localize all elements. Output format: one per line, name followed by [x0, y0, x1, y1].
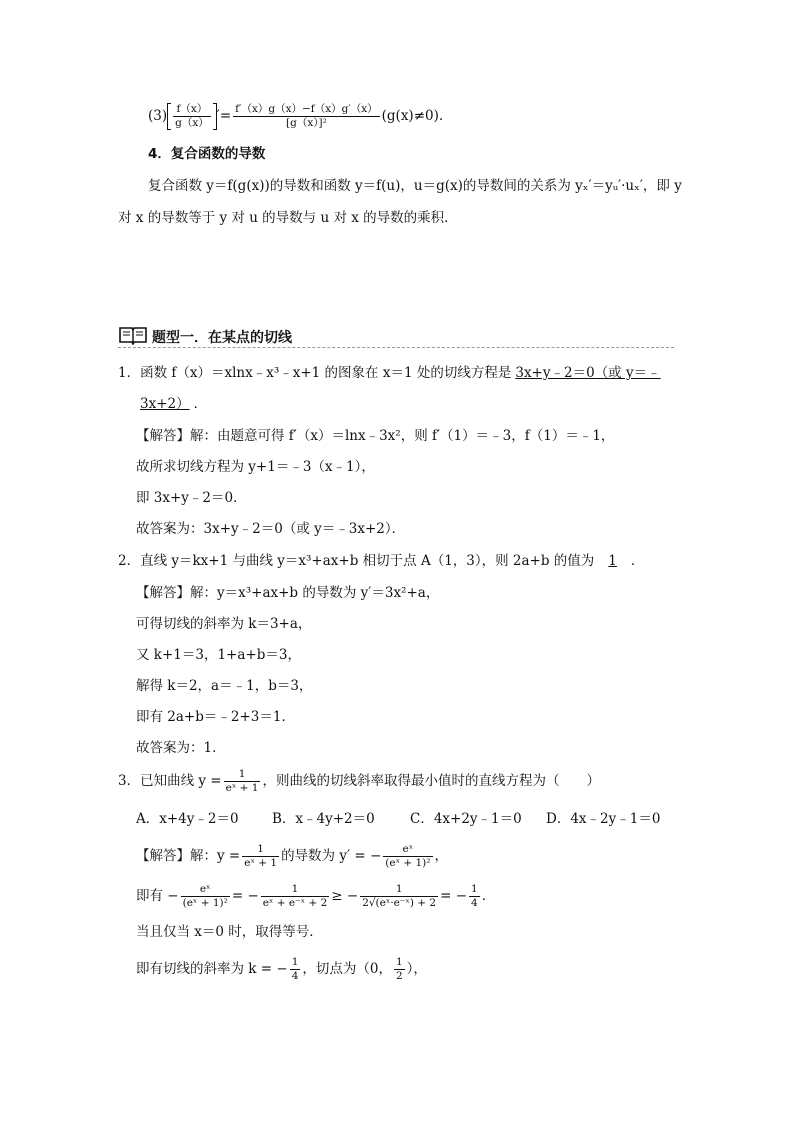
quotient-rule-formula [148, 103, 443, 130]
q3-sol4-f1-num: 1 [291, 956, 299, 968]
formula-rhs-fraction [233, 103, 379, 130]
q3-sol4-text-a: 即有切线的斜率为 k = − [136, 961, 288, 977]
q3-sol4-text-c: ）， [406, 961, 427, 977]
q3-stem-text-a: 3．已知曲线 y = [118, 773, 222, 789]
q3-sol1-f2-den: (eˣ + 1)² [385, 857, 431, 869]
q3-stem-fraction [224, 768, 261, 795]
q3-stem [118, 768, 600, 795]
q1-answer-part2: 3x+2） [140, 396, 190, 412]
q3-sol2-f1-num: eˣ [181, 883, 230, 897]
q3-sol2-eq1: = − [231, 888, 259, 904]
q3-sol4-f1-den: 4 [291, 970, 299, 982]
formula-prefix: (3) [148, 108, 168, 124]
q1-stem-end: ． [193, 396, 208, 412]
section4-title: 4．复合函数的导数 [148, 146, 266, 162]
q3-sol1-text-c: ， [434, 848, 448, 864]
q3-stem-frac-den: eˣ + 1 [225, 782, 259, 794]
q3-sol4-f2-den: 2 [395, 970, 403, 982]
q1-solution-line3: 即 3x+y﹣2＝0． [136, 490, 247, 506]
q1-answer-part1: 3x+y﹣2＝0（或 y＝﹣ [515, 365, 661, 381]
q3-sol1-f1-den: eˣ + 1 [244, 857, 278, 869]
formula-rhs-denominator: [g（x）]² [286, 117, 327, 129]
q3-sol4-text-b: ，切点为（0， [302, 961, 392, 977]
formula-condition: (g(x)≠0). [381, 108, 444, 124]
q3-sol1-fraction1 [242, 843, 279, 870]
q3-sol2-f2-den: eˣ + e⁻ˣ + 2 [262, 897, 328, 909]
section4-para-line2: 对 x 的导数等于 y 对 u 的导数与 u 对 x 的导数的乘积． [118, 210, 458, 226]
q3-sol1-text-a: 【解答】解：y = [136, 848, 241, 864]
q3-choice-b[interactable]: B．x﹣4y+2＝0 [272, 811, 375, 827]
header-title-text: 题型一．在某点的切线 [152, 330, 292, 346]
q3-sol4-fraction1 [290, 956, 301, 983]
q2-answer: 1 [608, 553, 617, 569]
q3-sol2-text-a: 即有 − [136, 888, 179, 904]
q3-sol4-fraction2 [394, 956, 405, 983]
q1-stem [118, 364, 665, 382]
formula-lhs-fraction [173, 103, 211, 130]
formula-lhs-numerator: f（x） [173, 103, 211, 117]
q3-sol2-f3-den: 2√(eˣ·e⁻ˣ) + 2 [362, 897, 437, 909]
q3-sol1-fraction2 [383, 843, 432, 870]
header-divider [118, 347, 674, 348]
q3-sol2-f4-num: 1 [471, 883, 478, 895]
formula-lhs-denominator: g（x） [175, 117, 209, 129]
q3-sol1-f1-num: 1 [242, 843, 279, 857]
q1-solution-line1: 【解答】解：由题意可得 f′（x）＝lnx﹣3x²，则 f′（1）＝﹣3，f（1）＝﹣1， [136, 428, 615, 444]
q2-solution-line1: 【解答】解：y＝x³+ax+b 的导数为 y′＝3x²+a， [136, 585, 440, 601]
q2-stem [118, 552, 644, 570]
q3-sol2-f1-den: (eˣ + 1)² [182, 897, 228, 909]
q3-sol2-eq2: = − [440, 888, 468, 904]
q3-sol2-end: ． [481, 888, 496, 904]
q3-sol1-f2-num: eˣ [383, 843, 432, 857]
q3-sol2-ge: ≥ − [331, 888, 359, 904]
q2-solution-line4: 解得 k＝2，a＝﹣1，b＝3， [136, 678, 313, 694]
q3-solution-line2 [136, 883, 495, 910]
q3-choice-c[interactable]: C．4x+2y﹣1＝0 [410, 811, 522, 827]
q1-solution-line4: 故答案为：3x+y﹣2＝0（或 y＝﹣3x+2）． [136, 521, 406, 537]
q3-choice-d[interactable]: D．4x﹣2y﹣1＝0 [546, 811, 661, 827]
q3-solution-line3: 当且仅当 x＝0 时，取得等号． [136, 924, 323, 940]
q3-sol2-fraction3 [360, 883, 438, 910]
q3-sol4-f2-num: 1 [395, 956, 403, 968]
formula-rhs-numerator: f′（x）g（x）−f（x）g′（x） [235, 103, 378, 115]
q2-solution-line6: 故答案为：1． [136, 740, 226, 756]
q1-stem-text: 1．函数 f（x）＝xlnx﹣x³﹣x+1 的图象在 x＝1 处的切线方程是 [118, 365, 512, 381]
q3-sol2-fraction1 [181, 883, 230, 910]
q2-solution-line2: 可得切线的斜率为 k＝3+a， [136, 616, 312, 632]
q3-sol1-text-b: 的导数为 y′ = − [281, 848, 382, 864]
q3-sol2-fraction2 [261, 883, 330, 910]
q2-solution-line5: 即有 2a+b＝﹣2+3＝1． [136, 709, 295, 725]
formula-prime-equals: ′= [216, 108, 232, 124]
q3-sol2-f2-num: 1 [261, 883, 330, 897]
q3-sol2-f4-den: 4 [471, 897, 478, 909]
q1-solution-line2: 故所求切线方程为 y+1＝﹣3（x﹣1）， [136, 459, 375, 475]
q2-stem-text: 2．直线 y＝kx+1 与曲线 y＝x³+ax+b 相切于点 A（1，3），则 2a+b 的值为 [118, 553, 595, 569]
q3-sol2-f3-num: 1 [360, 883, 438, 897]
q2-stem-end: ． [630, 553, 645, 569]
formula-lhs-bracket [167, 103, 217, 130]
section4-para-line1: 复合函数 y＝f(g(x))的导数和函数 y＝f(u)，u＝g(x)的导数间的关系为 yₓ′＝yᵤ′·uₓ′，即 y [148, 178, 682, 194]
q3-choice-a[interactable]: A．x+4y﹣2＝0 [136, 811, 239, 827]
q3-solution-line1 [136, 843, 448, 870]
q3-stem-frac-num: 1 [224, 768, 261, 782]
q2-solution-line3: 又 k+1＝3，1+a+b＝3， [136, 647, 301, 663]
q3-sol2-fraction4 [469, 883, 480, 910]
q1-stem-cont [136, 395, 207, 413]
q3-solution-line4 [136, 956, 427, 983]
q3-stem-text-b: ，则曲线的切线斜率取得最小值时的直线方程为（ ） [262, 773, 600, 789]
